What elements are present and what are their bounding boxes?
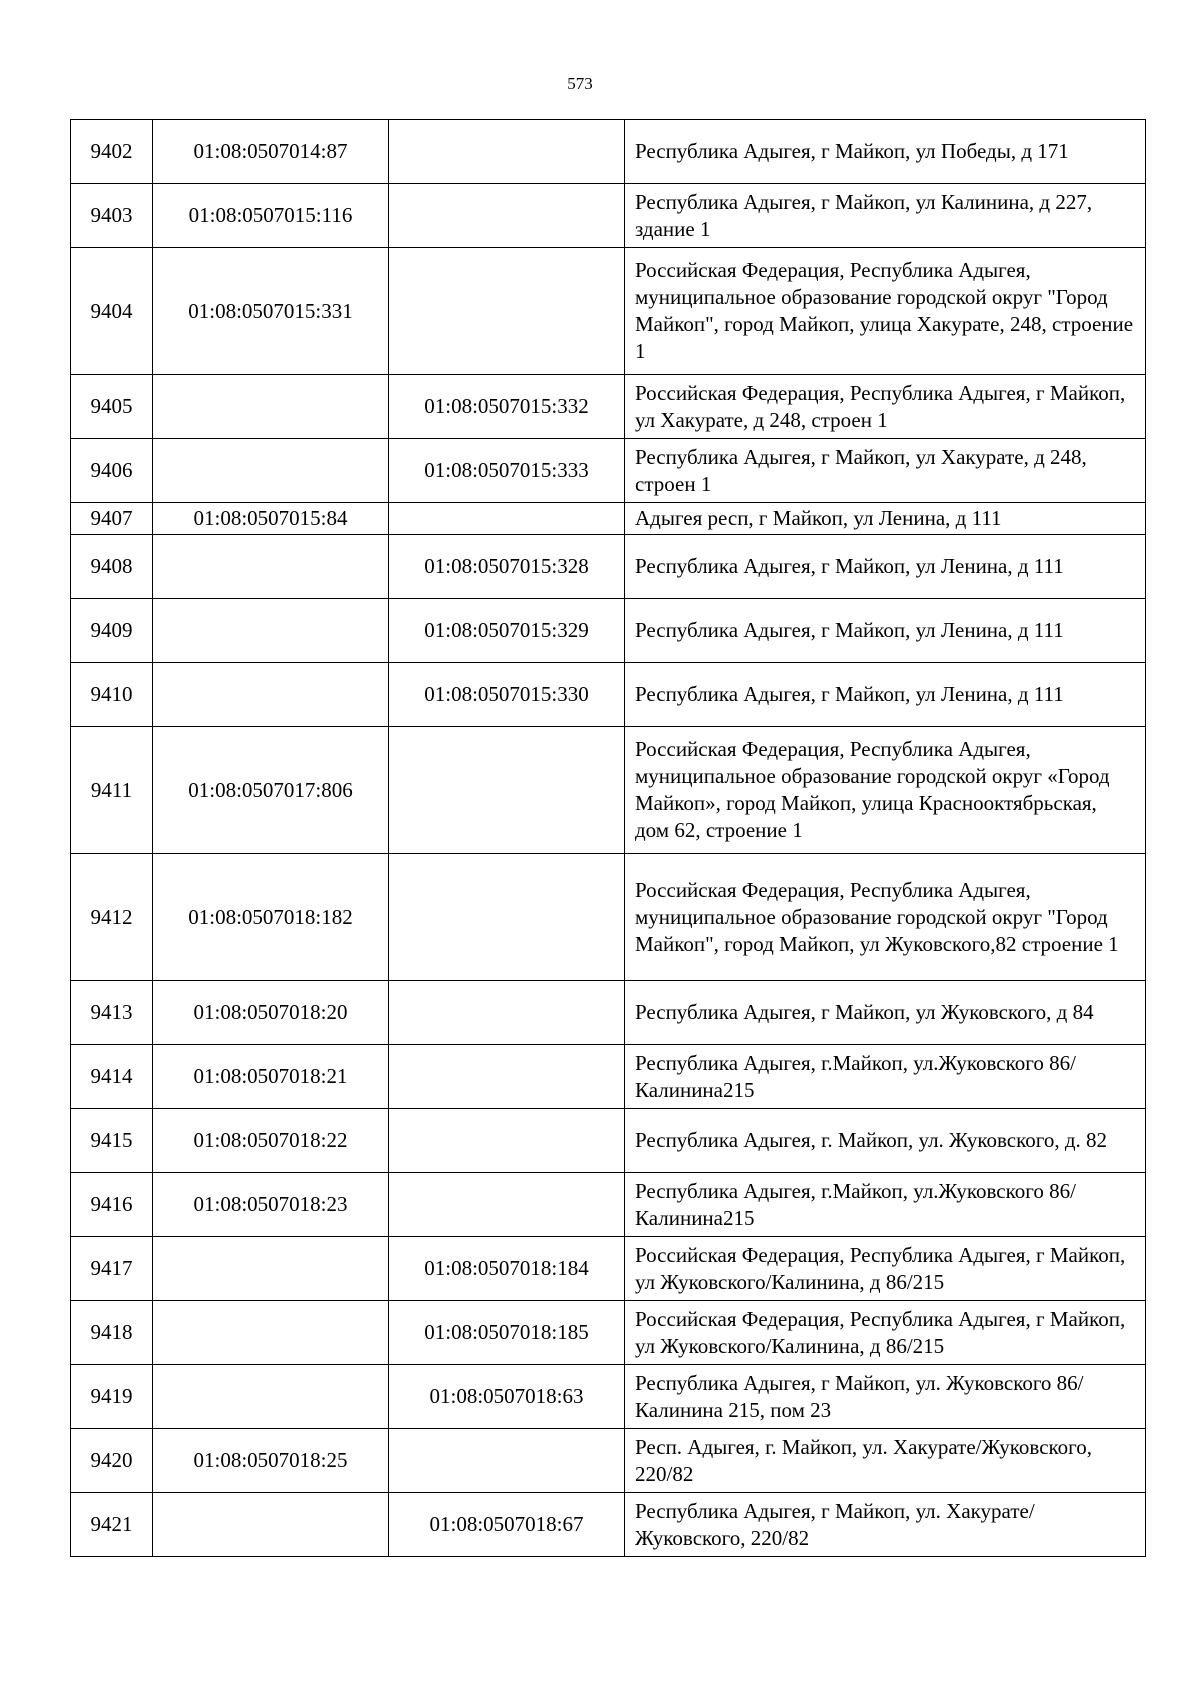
row-number: 9402 [71,120,153,184]
row-number: 9412 [71,854,153,981]
cadastral-number: 01:08:0507018:182 [153,854,389,981]
address: Российская Федерация, Республика Адыгея, г Майкоп, ул Хакурате, д 248, строен 1 [625,375,1146,439]
related-cadastral-number [389,727,625,854]
row-number: 9414 [71,1045,153,1109]
table-row [71,1365,1146,1429]
table-row [71,120,1146,184]
table-row [71,248,1146,375]
related-cadastral-number: 01:08:0507018:63 [389,1365,625,1429]
address: Республика Адыгея, г.Майкоп, ул.Жуковского 86/Калинина215 [625,1173,1146,1237]
cadastral-number: 01:08:0507018:20 [153,981,389,1045]
related-cadastral-number: 01:08:0507018:67 [389,1493,625,1557]
row-number: 9417 [71,1237,153,1301]
address: Российская Федерация, Республика Адыгея, муниципальное образование городской округ "Город Майкоп", город Майкоп, улица Хакурате, 248, строение 1 [625,248,1146,375]
table-row [71,1237,1146,1301]
address: Республика Адыгея, г Майкоп, ул Ленина, д 111 [625,599,1146,663]
related-cadastral-number [389,1045,625,1109]
cadastral-number: 01:08:0507014:87 [153,120,389,184]
table-row [71,503,1146,535]
row-number: 9413 [71,981,153,1045]
address: Российская Федерация, Республика Адыгея, г Майкоп, ул Жуковского/Калинина, д 86/215 [625,1301,1146,1365]
row-number: 9404 [71,248,153,375]
address: Российская Федерация, Республика Адыгея, муниципальное образование городской округ «Город Майкоп», город Майкоп, улица Краснооктябрьская, дом 62, строение 1 [625,727,1146,854]
related-cadastral-number: 01:08:0507018:185 [389,1301,625,1365]
table-row [71,663,1146,727]
table-row [71,375,1146,439]
page-number: 573 [567,74,593,93]
address: Адыгея респ, г Майкоп, ул Ленина, д 111 [625,503,1146,535]
related-cadastral-number [389,503,625,535]
related-cadastral-number: 01:08:0507015:329 [389,599,625,663]
table-row [71,1173,1146,1237]
cadastral-number [153,1301,389,1365]
cadastral-number: 01:08:0507018:25 [153,1429,389,1493]
table-row [71,1301,1146,1365]
related-cadastral-number [389,1109,625,1173]
cadastral-number: 01:08:0507015:84 [153,503,389,535]
address: Республика Адыгея, г Майкоп, ул. Жуковского 86/Калинина 215, пом 23 [625,1365,1146,1429]
related-cadastral-number [389,120,625,184]
cadastral-number: 01:08:0507018:23 [153,1173,389,1237]
cadastral-number [153,599,389,663]
row-number: 9411 [71,727,153,854]
cadastral-number: 01:08:0507015:116 [153,184,389,248]
row-number: 9409 [71,599,153,663]
address: Республика Адыгея, г Майкоп, ул Ленина, д 111 [625,535,1146,599]
row-number: 9416 [71,1173,153,1237]
address: Респ. Адыгея, г. Майкоп, ул. Хакурате/Жуковского, 220/82 [625,1429,1146,1493]
related-cadastral-number: 01:08:0507015:328 [389,535,625,599]
cadastral-number [153,1237,389,1301]
cadastral-number: 01:08:0507015:331 [153,248,389,375]
cadastral-number [153,1493,389,1557]
related-cadastral-number [389,1173,625,1237]
related-cadastral-number: 01:08:0507015:330 [389,663,625,727]
address: Республика Адыгея, г.Майкоп, ул.Жуковского 86/Калинина215 [625,1045,1146,1109]
table-row [71,1045,1146,1109]
row-number: 9406 [71,439,153,503]
row-number: 9420 [71,1429,153,1493]
row-number: 9408 [71,535,153,599]
related-cadastral-number [389,1429,625,1493]
cadastral-number [153,535,389,599]
related-cadastral-number: 01:08:0507015:332 [389,375,625,439]
table-row [71,1429,1146,1493]
table-row [71,535,1146,599]
table-row [71,184,1146,248]
related-cadastral-number [389,981,625,1045]
related-cadastral-number [389,184,625,248]
address: Республика Адыгея, г Майкоп, ул Ленина, д 111 [625,663,1146,727]
row-number: 9421 [71,1493,153,1557]
row-number: 9419 [71,1365,153,1429]
row-number: 9407 [71,503,153,535]
address: Российская Федерация, Республика Адыгея, г Майкоп, ул Жуковского/Калинина, д 86/215 [625,1237,1146,1301]
table-row [71,1493,1146,1557]
row-number: 9415 [71,1109,153,1173]
cadastral-number: 01:08:0507018:22 [153,1109,389,1173]
row-number: 9410 [71,663,153,727]
cadastral-number [153,375,389,439]
row-number: 9418 [71,1301,153,1365]
address: Республика Адыгея, г Майкоп, ул Победы, д 171 [625,120,1146,184]
table-row [71,439,1146,503]
related-cadastral-number: 01:08:0507018:184 [389,1237,625,1301]
address: Республика Адыгея, г Майкоп, ул Хакурате, д 248, строен 1 [625,439,1146,503]
address: Республика Адыгея, г. Майкоп, ул. Жуковского, д. 82 [625,1109,1146,1173]
table-row [71,727,1146,854]
table-row [71,599,1146,663]
cadastral-number [153,439,389,503]
row-number: 9405 [71,375,153,439]
address: Республика Адыгея, г Майкоп, ул Жуковского, д 84 [625,981,1146,1045]
table-row [71,854,1146,981]
related-cadastral-number: 01:08:0507015:333 [389,439,625,503]
cadastral-number: 01:08:0507017:806 [153,727,389,854]
table-row [71,981,1146,1045]
table-row [71,1109,1146,1173]
related-cadastral-number [389,854,625,981]
cadastral-number [153,1365,389,1429]
related-cadastral-number [389,248,625,375]
address: Республика Адыгея, г Майкоп, ул. Хакурате/Жуковского, 220/82 [625,1493,1146,1557]
address: Республика Адыгея, г Майкоп, ул Калинина, д 227, здание 1 [625,184,1146,248]
row-number: 9403 [71,184,153,248]
address: Российская Федерация, Республика Адыгея, муниципальное образование городской округ "Город Майкоп", город Майкоп, ул Жуковского,82 строение 1 [625,854,1146,981]
property-registry-table [70,119,1146,1557]
cadastral-number: 01:08:0507018:21 [153,1045,389,1109]
cadastral-number [153,663,389,727]
